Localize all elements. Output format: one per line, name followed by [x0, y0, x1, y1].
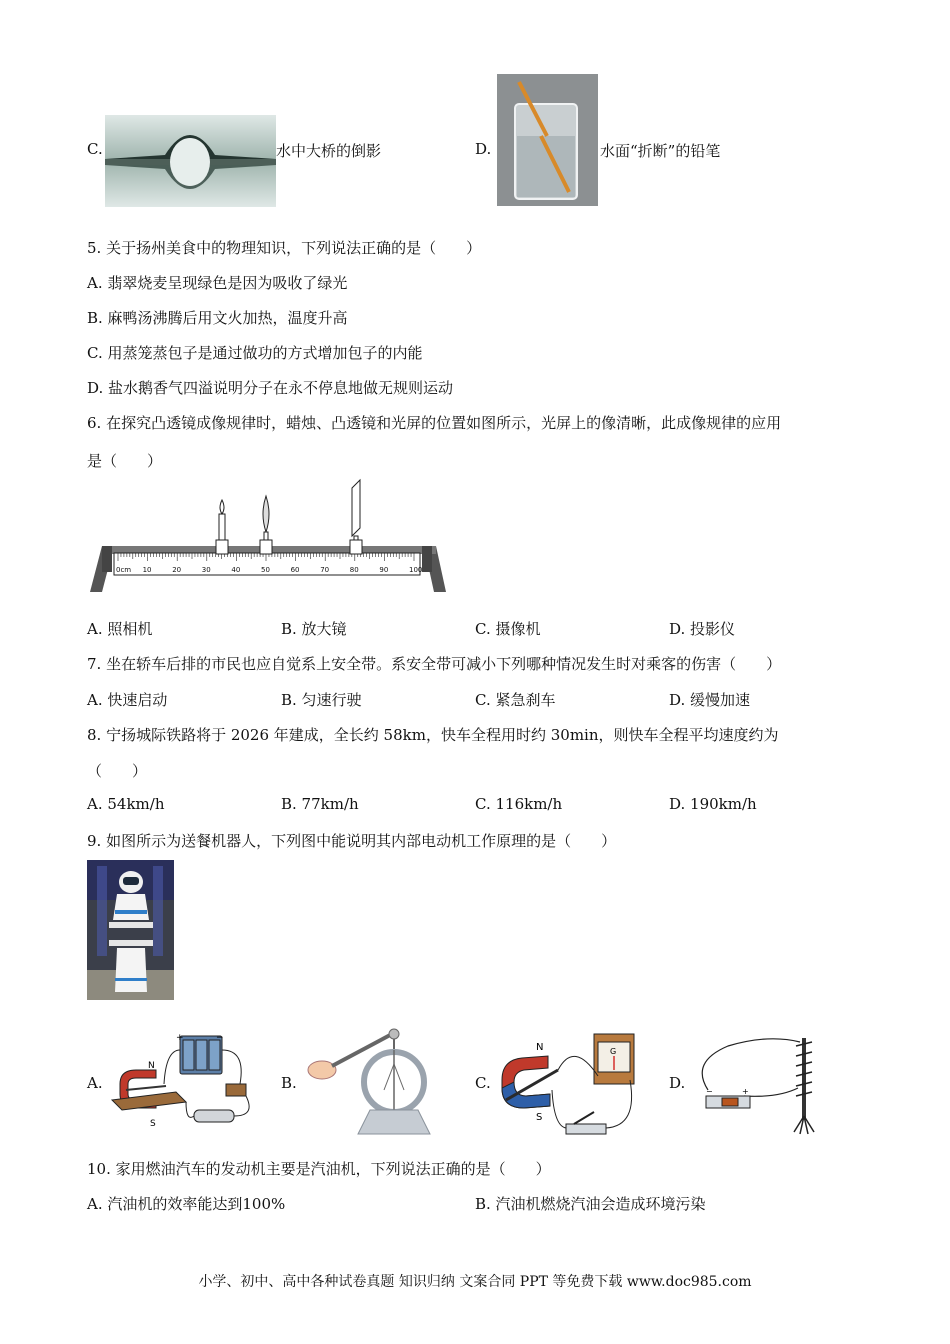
optical-bench-figure [88, 478, 448, 596]
convex-lens [260, 496, 272, 554]
q9-figure-d-electromagnet [688, 1032, 830, 1136]
q9-option-b-letter: B. [281, 1074, 297, 1092]
q5-stem: 5. 关于扬州美食中的物理知识，下列说法正确的是（ ） [87, 239, 482, 257]
ruler-label: 10 [142, 566, 152, 574]
battery-plus-label-d: + [742, 1087, 749, 1096]
q5-option-b: B. 麻鸭汤沸腾后用文火加热，温度升高 [87, 309, 348, 327]
q9-figure-b-electroscope [300, 1020, 440, 1138]
q6-option-a: A. 照相机 [87, 620, 153, 638]
ruler-label: 60 [290, 566, 300, 574]
q8-option-b: B. 77km/h [281, 795, 359, 813]
q10-stem: 10. 家用燃油汽车的发动机主要是汽油机，下列说法正确的是（ ） [87, 1160, 551, 1178]
q7-stem: 7. 坐在轿车后排的市民也应自觉系上安全带。系安全带可减小下列哪种情况发生时对乘客的伤害（ ） [87, 655, 782, 673]
q8-option-d: D. 190km/h [669, 795, 757, 813]
bridge-reflection-photo [105, 115, 276, 207]
q5-option-d: D. 盐水鹅香气四溢说明分子在永不停息地做无规则运动 [87, 379, 454, 397]
q9-option-a-letter: A. [87, 1074, 103, 1092]
q4-option-c-caption: 水中大桥的倒影 [276, 142, 382, 160]
q10-option-a: A. 汽油机的效率能达到100% [87, 1195, 286, 1213]
q4-option-d-letter: D. [475, 140, 492, 158]
magnet-s-label: S [150, 1119, 156, 1129]
q4-option-c-letter: C. [87, 140, 103, 158]
q5-option-a: A. 翡翠烧麦呈现绿色是因为吸收了绿光 [87, 274, 348, 292]
ruler-label: 20 [172, 566, 182, 574]
pencil-in-water-photo [497, 74, 598, 206]
page-footer: 小学、初中、高中各种试卷真题 知识归纳 文案合同 PPT 等免费下载 www.doc985.com [198, 1274, 752, 1290]
ruler-label: 70 [320, 566, 330, 574]
q6-option-d: D. 投影仪 [669, 620, 736, 638]
q8-option-a: A. 54km/h [87, 795, 165, 813]
ruler-label: 30 [201, 566, 211, 574]
q4-option-d-caption: 水面“折断”的铅笔 [600, 142, 721, 160]
candle [216, 500, 228, 554]
q7-option-d: D. 缓慢加速 [669, 691, 751, 709]
ruler-label: 40 [231, 566, 241, 574]
delivery-robot-photo [87, 860, 174, 1000]
ruler-label: 50 [261, 566, 270, 574]
q6-option-c: C. 摄像机 [475, 620, 541, 638]
q7-option-c: C. 紧急刹车 [475, 691, 556, 709]
q6-stem-line2: 是（ ） [87, 452, 163, 470]
q8-stem-line2: （ ） [87, 762, 148, 780]
q9-figure-c-induction [494, 1030, 642, 1138]
battery-plus-label: + [176, 1033, 184, 1043]
q9-stem: 9. 如图所示为送餐机器人，下列图中能说明其内部电动机工作原理的是（ ） [87, 832, 617, 850]
q6-option-b: B. 放大镜 [281, 620, 347, 638]
q5-option-c: C. 用蒸笼蒸包子是通过做功的方式增加包子的内能 [87, 344, 423, 362]
ruler-label: 80 [349, 566, 359, 574]
q6-stem-line1: 6. 在探究凸透镜成像规律时，蜡烛、凸透镜和光屏的位置如图所示，光屏上的像清晰，此成像规律的应用 [87, 414, 782, 432]
battery-minus-label: − [216, 1033, 224, 1043]
q9-option-d-letter: D. [669, 1074, 686, 1092]
magnet-n-label: N [148, 1061, 155, 1071]
battery-minus-label-d: − [706, 1087, 713, 1096]
q7-option-b: B. 匀速行驶 [281, 691, 362, 709]
ruler-label: 90 [379, 566, 389, 574]
q9-option-c-letter: C. [475, 1074, 491, 1092]
q8-stem-line1: 8. 宁扬城际铁路将于 2026 年建成，全长约 58km，快车全程用时约 30min，则快车全程平均速度约为 [87, 726, 779, 744]
magnet-n-label-c: N [536, 1042, 544, 1053]
ruler-label: 100 [409, 566, 423, 574]
magnet-s-label-c: S [536, 1112, 543, 1123]
q9-figure-a-generator [106, 1030, 266, 1136]
light-screen [350, 480, 362, 554]
q10-option-b: B. 汽油机燃烧汽油会造成环境污染 [475, 1195, 706, 1213]
q8-option-c: C. 116km/h [475, 795, 563, 813]
optical-bench-svg [88, 478, 448, 596]
q7-option-a: A. 快速启动 [87, 691, 168, 709]
ruler-label: 0cm [116, 566, 132, 574]
galvanometer-g-label: G [610, 1047, 617, 1056]
